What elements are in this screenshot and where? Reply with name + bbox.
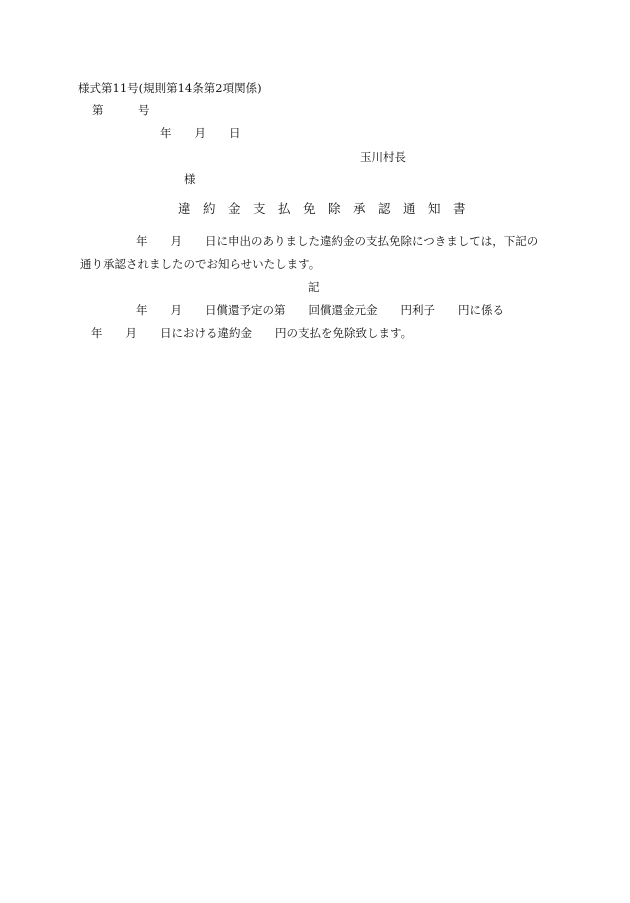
detail-line-1: 年 月 日償還予定の第 回償還金元金 円利子 円に係る <box>136 303 504 317</box>
form-label: 様式第11号(規則第14条第2項関係) <box>78 81 262 95</box>
body-line-1: 年 月 日に申出のありました違約金の支払免除につきましては，下記の <box>136 234 539 248</box>
document-date: 年 月 日 <box>160 126 241 140</box>
ki-heading: 記 <box>308 280 320 294</box>
body-line-2: 通り承認されましたのでお知らせいたします。 <box>80 257 321 271</box>
detail-line-2: 年 月 日における違約金 円の支払を免除致します。 <box>91 326 413 340</box>
document-number: 第 号 <box>92 103 150 117</box>
issuer-name: 玉川村長 <box>360 150 406 164</box>
recipient-honorific: 様 <box>184 172 196 186</box>
document-title: 違 約 金 支 払 免 除 承 認 通 知 書 <box>178 201 466 216</box>
